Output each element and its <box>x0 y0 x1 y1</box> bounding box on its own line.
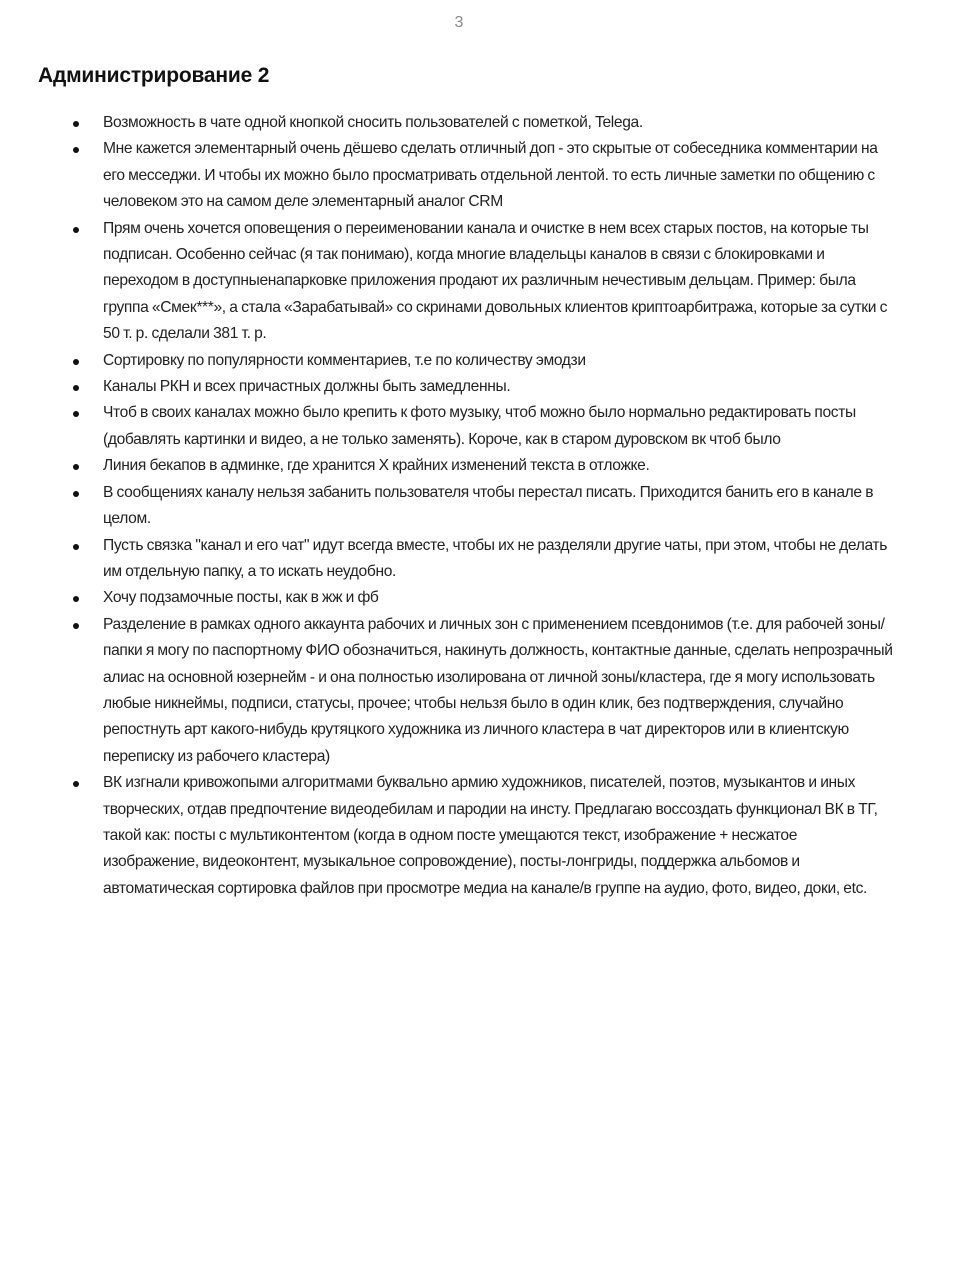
bullet-icon <box>73 121 79 127</box>
list-item <box>0 136 953 215</box>
bullet-icon <box>73 491 79 497</box>
bullet-icon <box>73 623 79 629</box>
list-item <box>0 400 953 453</box>
list-item <box>0 533 953 586</box>
bullet-icon <box>73 544 79 550</box>
list-item-text: Возможность в чате одной кнопкой сносить пользователей с пометкой, Telega. <box>103 114 643 131</box>
list-item-text: Хочу подзамочные посты, как в жж и фб <box>103 589 379 607</box>
bullet-icon <box>73 359 79 365</box>
bullet-icon <box>73 411 79 417</box>
page-number: 3 <box>454 14 464 31</box>
list-item-text: Пусть связка "канал и его чат" идут всегда вместе, чтобы их не разделяли другие чаты, при этом, чтобы не делать им отдельную папку, а то искать неудобно. <box>103 536 887 580</box>
feature-request-list <box>0 110 953 902</box>
list-item <box>0 374 953 400</box>
bullet-icon <box>73 147 79 153</box>
bullet-icon <box>73 596 79 602</box>
list-item <box>0 770 953 902</box>
list-item-text: В сообщениях каналу нельзя забанить пользователя чтобы перестал писать. Приходится банить его в канале в целом. <box>103 483 874 528</box>
list-item <box>0 453 953 479</box>
bullet-icon <box>73 385 79 391</box>
list-item-text: Мне кажется элементарный очень дёшево сделать отличный доп - это скрытые от собеседника комментарии на его месседжи. И чтобы их можно было просматривать отдельной лентой. то есть личные заметки по общению с человеком это на самом деле элементарный аналог CRM <box>103 140 878 211</box>
list-item-text: Каналы РКН и всех причастных должны быть замедленны. <box>103 378 511 396</box>
list-item-text: Разделение в рамках одного аккаунта рабочих и личных зон с применением псевдонимов (т.е. для рабочей зоны/папки я могу по паспортному ФИО обозначиться, накинуть должность, контактные данные, сделать непрозрачный алиас на основной юзернейм - и она полностью изолирована от личной зоны/кластера, где я могу использовать любые никнеймы, подписи, статусы, прочее; чтобы нельзя было в один клик, без подтверждения, случайно репостнуть арт какого-нибудь крутяцкого художника из личного кластера в чат директоров или в клиентскую переписку из рабочего кластера) <box>103 615 893 765</box>
list-item-text: Чтоб в своих каналах можно было крепить к фото музыку, чтоб можно было нормально редактировать посты (добавлять картинки и видео, а не только заменять). Короче, как в старом дуровском вк чтоб было <box>103 404 856 448</box>
list-item <box>0 348 953 374</box>
list-item-text: Прям очень хочется оповещения о переименовании канала и очистке в нем всех старых постов, на которые ты подписан. Особенно сейчас (я так понимаю), когда многие владельцы каналов в связи с блокировками и переходом в доступныенапарковке приложения продают их различным нечестивым дельцам. Пример: была группа «Смек***», а стала «Зарабатывай» со скринами довольных клиентов криптоарбитража, которые за сутки с 50 т. р. сделали 381 т. р. <box>103 219 888 343</box>
bullet-icon <box>73 781 79 787</box>
bullet-icon <box>73 227 79 233</box>
bullet-icon <box>73 464 79 470</box>
list-item <box>0 612 953 770</box>
list-item-text: Сортировку по популярности комментариев, т.е по количеству эмодзи <box>103 351 586 369</box>
list-item-text: Линия бекапов в админке, где хранится Х крайних изменений текста в отложке. <box>103 457 650 475</box>
list-item <box>0 480 953 533</box>
list-item <box>0 585 953 611</box>
list-item-text: ВК изгнали кривожопыми алгоритмами буквально армию художников, писателей, поэтов, музыкантов и иных творческих, отдав предпочтение видеодебилам и пародии на инсту. Предлагаю воссоздать функционал ВК в ТГ, такой как: посты с мультиконтентом (когда в одном посте умещаются текст, изображение + несжатое изображение, видеоконтент, музыкальное сопровождение), посты-лонгриды, поддержка альбомов и автоматическая сортировка файлов при просмотре медиа на канале/в группе на аудио, фото, видео, доки, etc. <box>103 774 878 897</box>
list-item <box>0 216 953 348</box>
section-heading: Администрирование 2 <box>38 64 270 87</box>
list-item <box>0 110 953 136</box>
